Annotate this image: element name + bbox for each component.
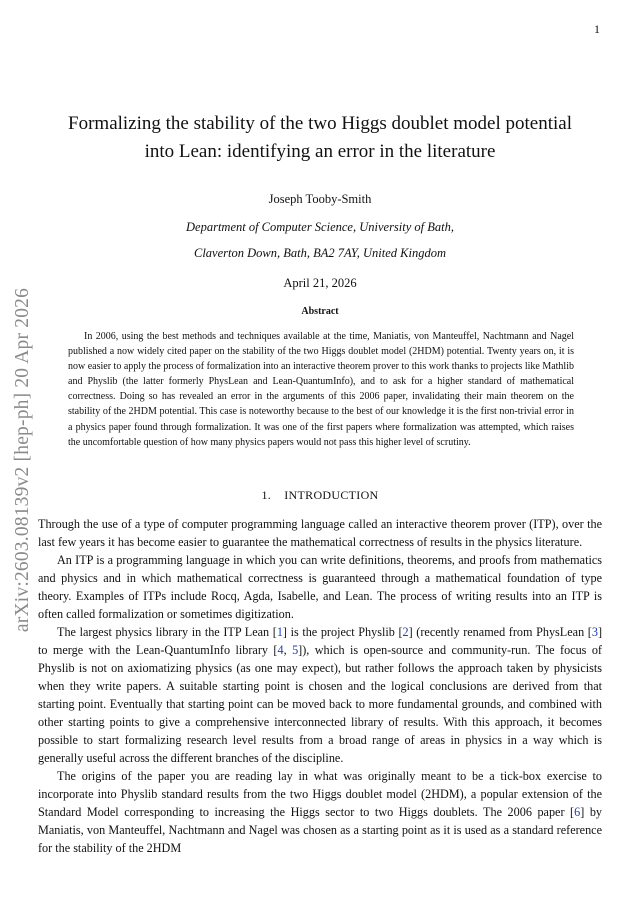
paragraph-1: Through the use of a type of computer programming language called an interactive theorem prover (ITP), over the last few years it has become easier to guarantee the mathematical correctness of results in the physics literature. [38, 517, 602, 549]
paragraph-4-text: ] by Maniatis, von Manteuffel, Nachtmann and Nagel was chosen as a starting point as it is used as a standard reference for the stability of the 2HDM [38, 805, 603, 855]
paragraph-4 [38, 767, 602, 857]
arxiv-identifier-text: arXiv:2603.08139v2 [hep-ph] 20 Apr 2026 [12, 287, 34, 633]
body-text [38, 515, 602, 857]
citation-link-1[interactable]: 1 [276, 625, 283, 639]
section-heading [60, 488, 580, 503]
paragraph-3-text: ]), which is open-source and community-run. The focus of Physlib is not on axiomatizing physics (as one may expect), but rather follows the approach taken by physicists when they write papers. A suitable starting point is chosen and the logical conclusions are derived from that starting point. Eventually that starting point can be moved back to more fundamental grounds, and combined with other starting points to give a comprehensive interconnected library of results. With this approach, it becomes possible to start formalizing research level results from a broad range of areas in physics in a way which is generally useful across the different branches of the discipline. [38, 643, 602, 765]
paragraph-3-text: The largest physics library in the ITP Lean [ [57, 625, 277, 639]
affiliation-line-2: Claverton Down, Bath, BA2 7AY, United Kingdom [194, 246, 446, 260]
citation-link-2[interactable]: 2 [402, 625, 409, 639]
citation-link-5[interactable]: 5 [292, 643, 299, 657]
affiliation-line-1: Department of Computer Science, University of Bath, [186, 220, 454, 234]
arxiv-identifier-stamp [6, 260, 40, 660]
publication-date: April 21, 2026 [283, 276, 357, 290]
section-number: 1. [261, 488, 272, 502]
abstract-text: In 2006, using the best methods and techniques available at the time, Maniatis, von Manteuffel, Nachtmann and Nagel published a now widely cited paper on the stability of the two Higgs doublet model (2HDM) potential. Twenty years on, it is now easier to apply the process of formalization into an interactive theorem prover to this work thanks to projects like Mathlib and Physlib (the latter formerly PhysLean and Lean-QuantumInfo), and to ask for a higher standard of mathematical correctness. Doing so has revealed an error in the arguments of this 2006 paper, invalidating their main theorem on the stability of the 2HDM potential. This case is noteworthy because to the best of our knowledge it is the first non-trivial error in a physics paper found through formalization. It was one of the first papers where formalization was attempted, which raises the uncomfortable question of how many physics papers would not pass this higher level of scrutiny. [68, 331, 574, 448]
page-number: 1 [594, 22, 600, 36]
paragraph-3-text: , [283, 643, 293, 657]
paragraph-3-text: ] (recently renamed from PhysLean [ [408, 625, 592, 639]
paragraph-3-text: ] to merge with the Lean-QuantumInfo library [ [38, 625, 602, 657]
paper-title-line-2: into Lean: identifying an error in the literature [144, 141, 496, 162]
paragraph-4-text: The origins of the paper you are reading lay in what was originally meant to be a tick-box exercise to incorporate into Physlib standard results from the two Higgs doublet model (2HDM), a popular extension of the Standard Model corresponding to increasing the Higgs sector to two Higgs doublets. The 2006 paper [ [38, 769, 602, 819]
author-name: Joseph Tooby-Smith [268, 192, 372, 206]
paragraph-3 [38, 623, 602, 767]
paragraph-3-text: ] is the project Physlib [ [282, 625, 403, 639]
paper-title-line-1: Formalizing the stability of the two Higgs doublet model potential [68, 113, 572, 134]
citation-link-4[interactable]: 4 [277, 643, 284, 657]
paper-title [60, 110, 580, 166]
abstract-heading: Abstract [301, 306, 339, 317]
paragraph-2: An ITP is a programming language in which you can write definitions, theorems, and proofs from mathematics and physics and in which mathematical correctness is guaranteed through a mathematical foundation of type theory. Examples of ITPs include Rocq, Agda, Isabelle, and Lean. The process of writing results into an ITP is often called formalization or sometimes digitization. [38, 553, 602, 621]
citation-link-6[interactable]: 6 [574, 805, 581, 819]
section-title: INTRODUCTION [284, 488, 379, 502]
citation-link-3[interactable]: 3 [591, 625, 598, 639]
